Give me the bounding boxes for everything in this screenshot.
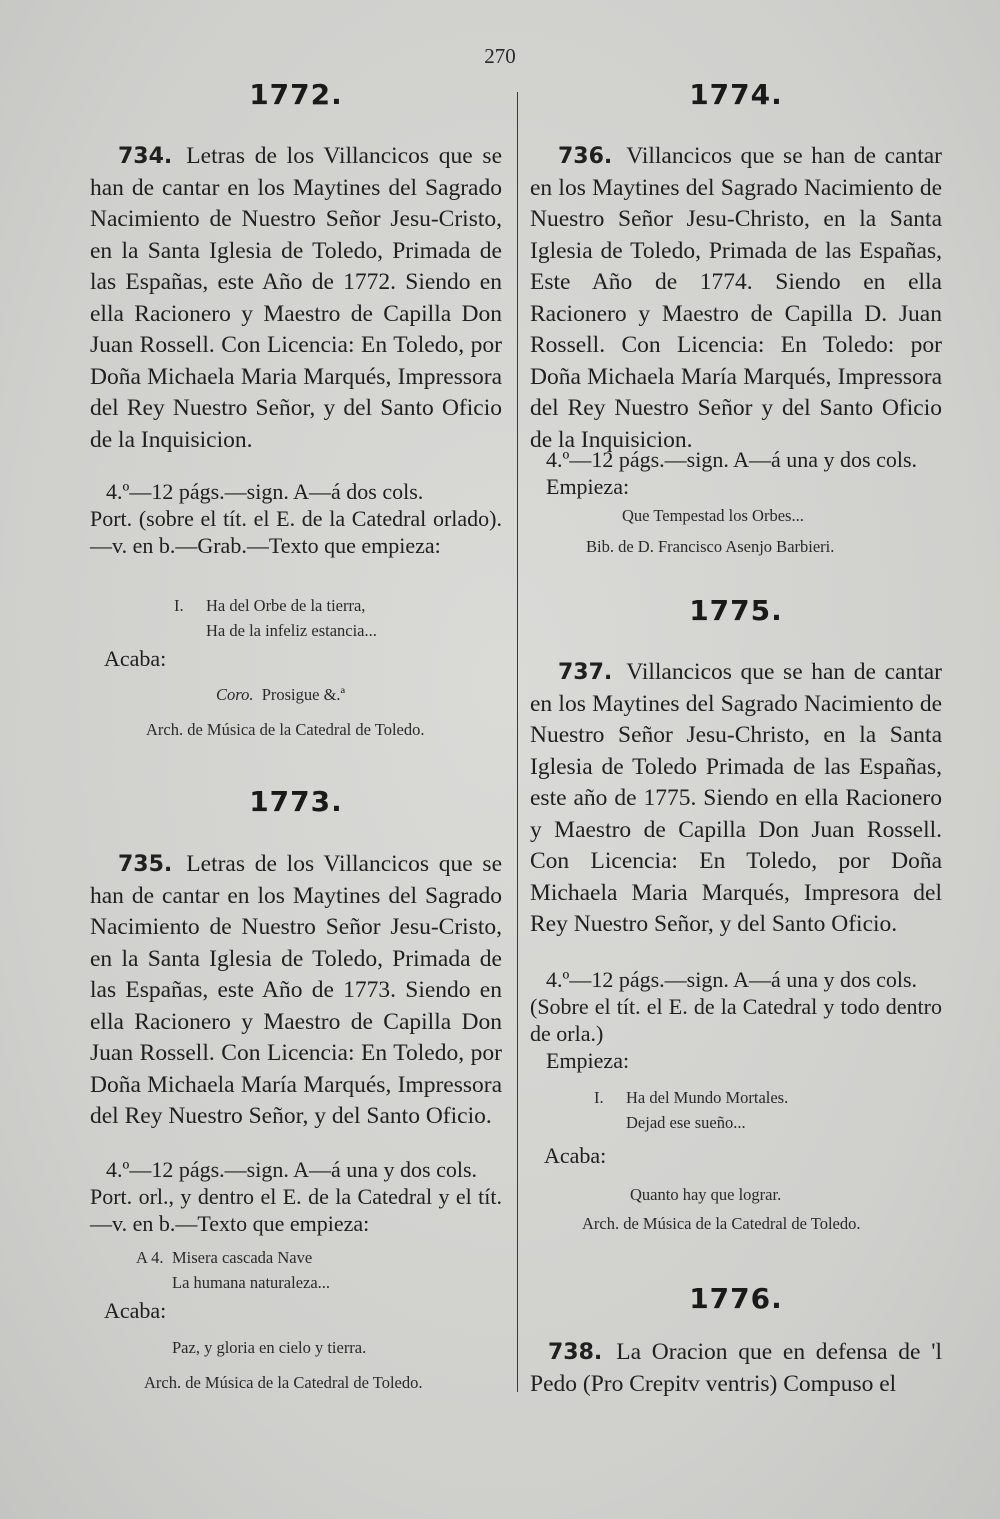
incipit-verse [174,593,377,643]
incipit-verse: Que Tempestad los Orbes... [622,506,804,525]
verse-line-2: Ha de la infeliz estancia... [206,621,377,640]
source-archive: Arch. de Música de la Catedral de Toledo. [582,1214,861,1233]
description-text: (Sobre el tít. el E. de la Catedral y todo dentro de orla.) [530,994,942,1046]
entry-text: Letras de los Villancicos que se han de cantar en los Maytines del Sagrado Nacimiento de Nuestro Señor Jesu-Cristo, en la Santa Iglesia de Toledo, Primada de las Españas, este Año de 1773. Siendo en ella Racionero y Maestro de Capilla Don Juan Rossell. Con Licencia: En Toledo, por Doña Michaela María Marqués, Impressora del Rey Nuestro Señor, y del Santo Oficio. [90,851,502,1129]
entry-number: 735. [118,852,173,877]
verse-line-1: Ha del Orbe de la tierra, [206,596,366,615]
coro-label: Coro. [216,685,254,704]
entry-number: 734. [118,144,173,169]
source-library: Bib. de D. Francisco Asenjo Barbieri. [586,537,835,556]
empieza-label: Empieza: [546,474,630,499]
acaba-label: Acaba: [104,646,167,671]
entry-735 [90,849,502,1133]
column-divider [517,92,518,1392]
entry-text: La Oracion que en defensa de 'l Pedo (Pro Crepitv ventris) Compuso el [530,1339,942,1397]
verse-line-1: Misera cascada Nave [172,1248,313,1267]
entry-735-description [90,1156,502,1237]
entry-text: Letras de los Villancicos que se han de cantar en los Maytines del Sagrado Nacimiento de Nuestro Señor Jesu-Cristo, en la Santa Iglesia de Toledo, Primada de las Españas, este Año de 1772. Siendo en ella Racionero y Maestro de Capilla Don Juan Rossell. Con Licencia: En Toledo, por Doña Michaela Maria Marqués, Impressora del Rey Nuestro Señor, y del Santo Oficio de la Inquisicion. [90,143,502,453]
entry-737 [530,657,942,941]
description-text: Port. orl., y dentro el E. de la Catedral y el tít.—v. en b.—Texto que empieza: [90,1184,502,1236]
entry-736 [530,141,942,456]
verse-line-2: Dejad ese sueño... [626,1113,746,1132]
explicit-verse [216,682,345,707]
entry-number: 737. [558,660,613,685]
year-heading-1774: 1774. [689,78,783,111]
explicit-verse: Paz, y gloria en cielo y tierra. [172,1338,367,1357]
explicit-text: Prosigue &.ª [261,685,346,704]
collation-line: 4.º—12 págs.—sign. A—á dos cols. [106,479,424,504]
page-number: 270 [484,44,516,68]
year-heading-1773: 1773. [249,785,343,818]
empieza-label: Empieza: [546,1048,630,1073]
entry-734-description [90,478,502,559]
verse-line-1: Ha del Mundo Mortales. [626,1088,789,1107]
entry-736-description [530,446,942,500]
source-archive: Arch. de Música de la Catedral de Toledo. [146,720,425,739]
description-text: Port. (sobre el tít. el E. de la Catedral orlado).—v. en b.—Grab.—Texto que empieza: [90,506,502,558]
collation-line: 4.º—12 págs.—sign. A—á una y dos cols. [546,447,918,472]
year-heading-1776: 1776. [689,1282,783,1315]
year-heading-1772: 1772. [249,78,343,111]
verse-number: A 4. [136,1248,164,1267]
incipit-verse [136,1245,330,1295]
verse-line-2: La humana naturaleza... [172,1273,331,1292]
entry-734 [90,141,502,456]
entry-number: 738. [548,1340,603,1365]
verse-number: I. [594,1088,604,1107]
incipit-verse [594,1085,788,1135]
explicit-verse: Quanto hay que lograr. [630,1185,782,1204]
collation-line: 4.º—12 págs.—sign. A—á una y dos cols. [106,1157,478,1182]
entry-737-description [530,966,942,1074]
acaba-label: Acaba: [104,1298,167,1323]
collation-line: 4.º—12 págs.—sign. A—á una y dos cols. [546,967,918,992]
entry-text: Villancicos que se han de cantar en los Maytines del Sagrado Nacimiento de Nuestro Señor Jesu-Christo, en la Santa Iglesia de Toledo, Primada de las Españas, Este Año de 1774. Siendo en ella Racionero y Maestro de Capilla D. Juan Rossell. Con Licencia: En Toledo: por Doña Michaela María Marqués, Impressora del Rey Nuestro Señor y del Santo Oficio de la Inquisicion. [530,143,942,453]
entry-738 [530,1337,942,1400]
acaba-label: Acaba: [544,1143,607,1168]
source-archive: Arch. de Música de la Catedral de Toledo. [144,1373,423,1392]
year-heading-1775: 1775. [689,594,783,627]
entry-text: Villancicos que se han de cantar en los Maytines del Sagrado Nacimiento de Nuestro Señor Jesu-Christo, en la Santa Iglesia de Toledo Primada de las Españas, este año de 1775. Siendo en ella Racionero y Maestro de Capilla Don Juan Rossell. Con Licencia: En Toledo, por Doña Michaela Maria Marqués, Impresora del Rey Nuestro Señor, y del Santo Oficio. [530,659,942,937]
entry-number: 736. [558,144,613,169]
verse-number: I. [174,596,184,615]
